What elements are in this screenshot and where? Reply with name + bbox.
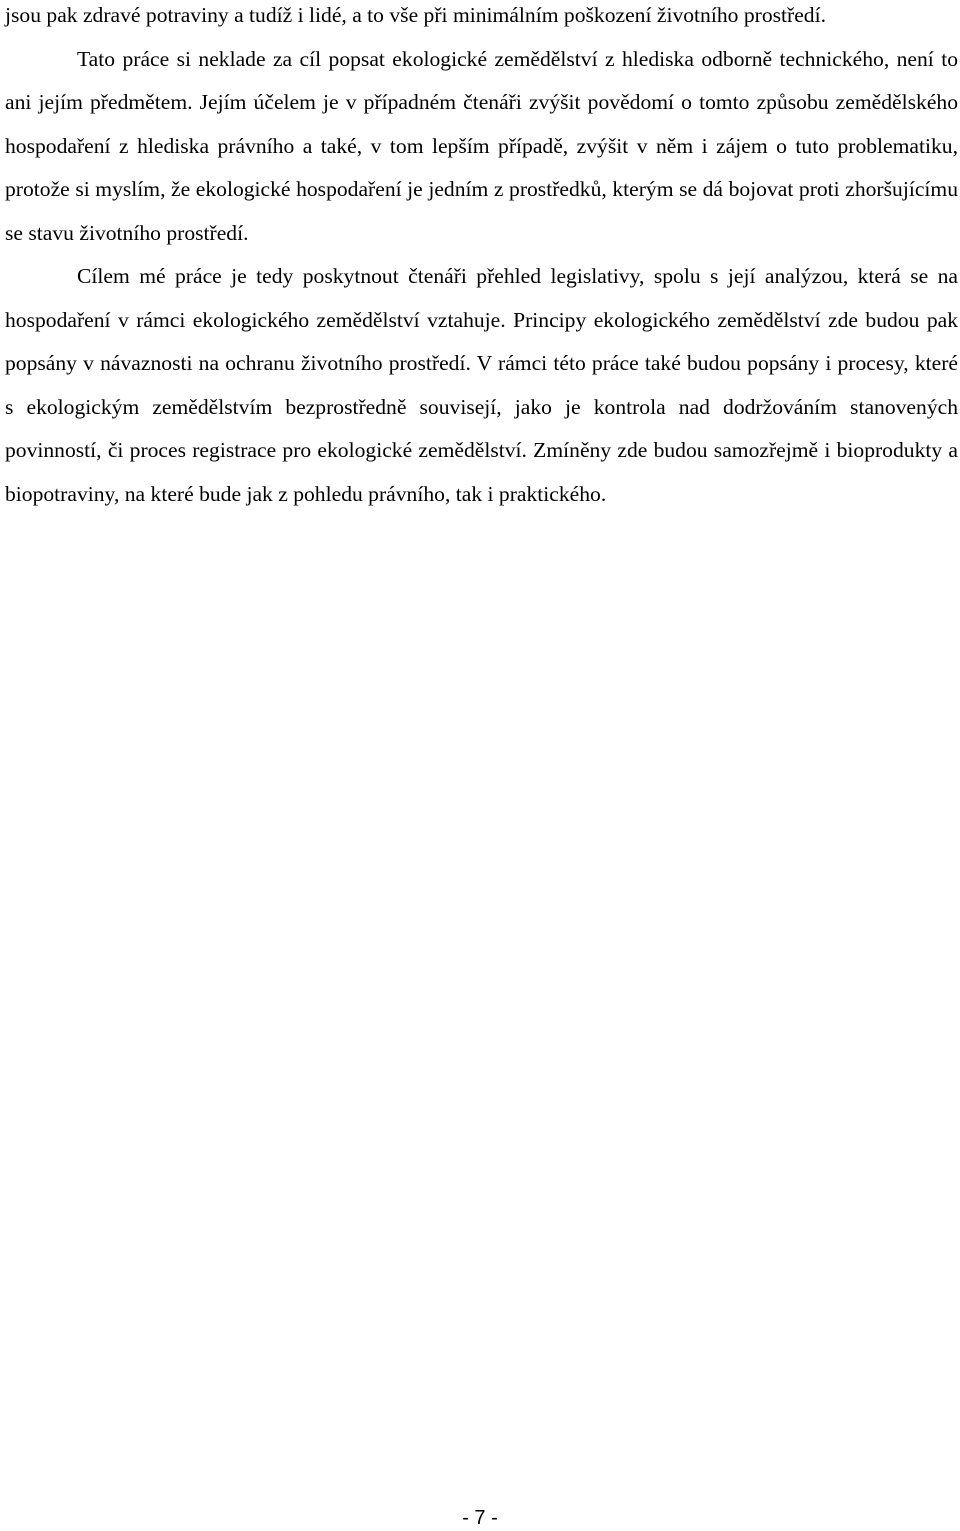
paragraph-purpose: Tato práce si neklade za cíl popsat ekologické zemědělství z hlediska odborně technického, není to ani jejím předmětem. Jejím účelem je v případném čtenáři zvýšit povědomí o tomto způsobu zemědělského hospodaření z hlediska právního a také, v tom lepším případě, zvýšit v něm i zájem o tuto problematiku, protože si myslím, že ekologické hospodaření je jedním z prostředků, kterým se dá bojovat proti zhoršujícímu se stavu životního prostředí. <box>5 46 958 245</box>
body-text <box>5 0 958 516</box>
paragraph-goal: Cílem mé práce je tedy poskytnout čtenáři přehled legislativy, spolu s její analýzou, která se na hospodaření v rámci ekologického zemědělství vztahuje. Principy ekologického zemědělství zde budou pak popsány v návaznosti na ochranu životního prostředí. V rámci této práce také budou popsány i procesy, které s ekologickým zemědělstvím bezprostředně souvisejí, jako je kontrola nad dodržováním stanovených povinností, či proces registrace pro ekologické zemědělství. Zmíněny zde budou samozřejmě i bioprodukty a biopotraviny, na které bude jak z pohledu právního, tak i praktického. <box>5 264 958 506</box>
page-number: - 7 - <box>462 1507 498 1529</box>
paragraph-continuation: jsou pak zdravé potraviny a tudíž i lidé, a to vše při minimálním poškození životního prostředí. <box>5 3 826 27</box>
